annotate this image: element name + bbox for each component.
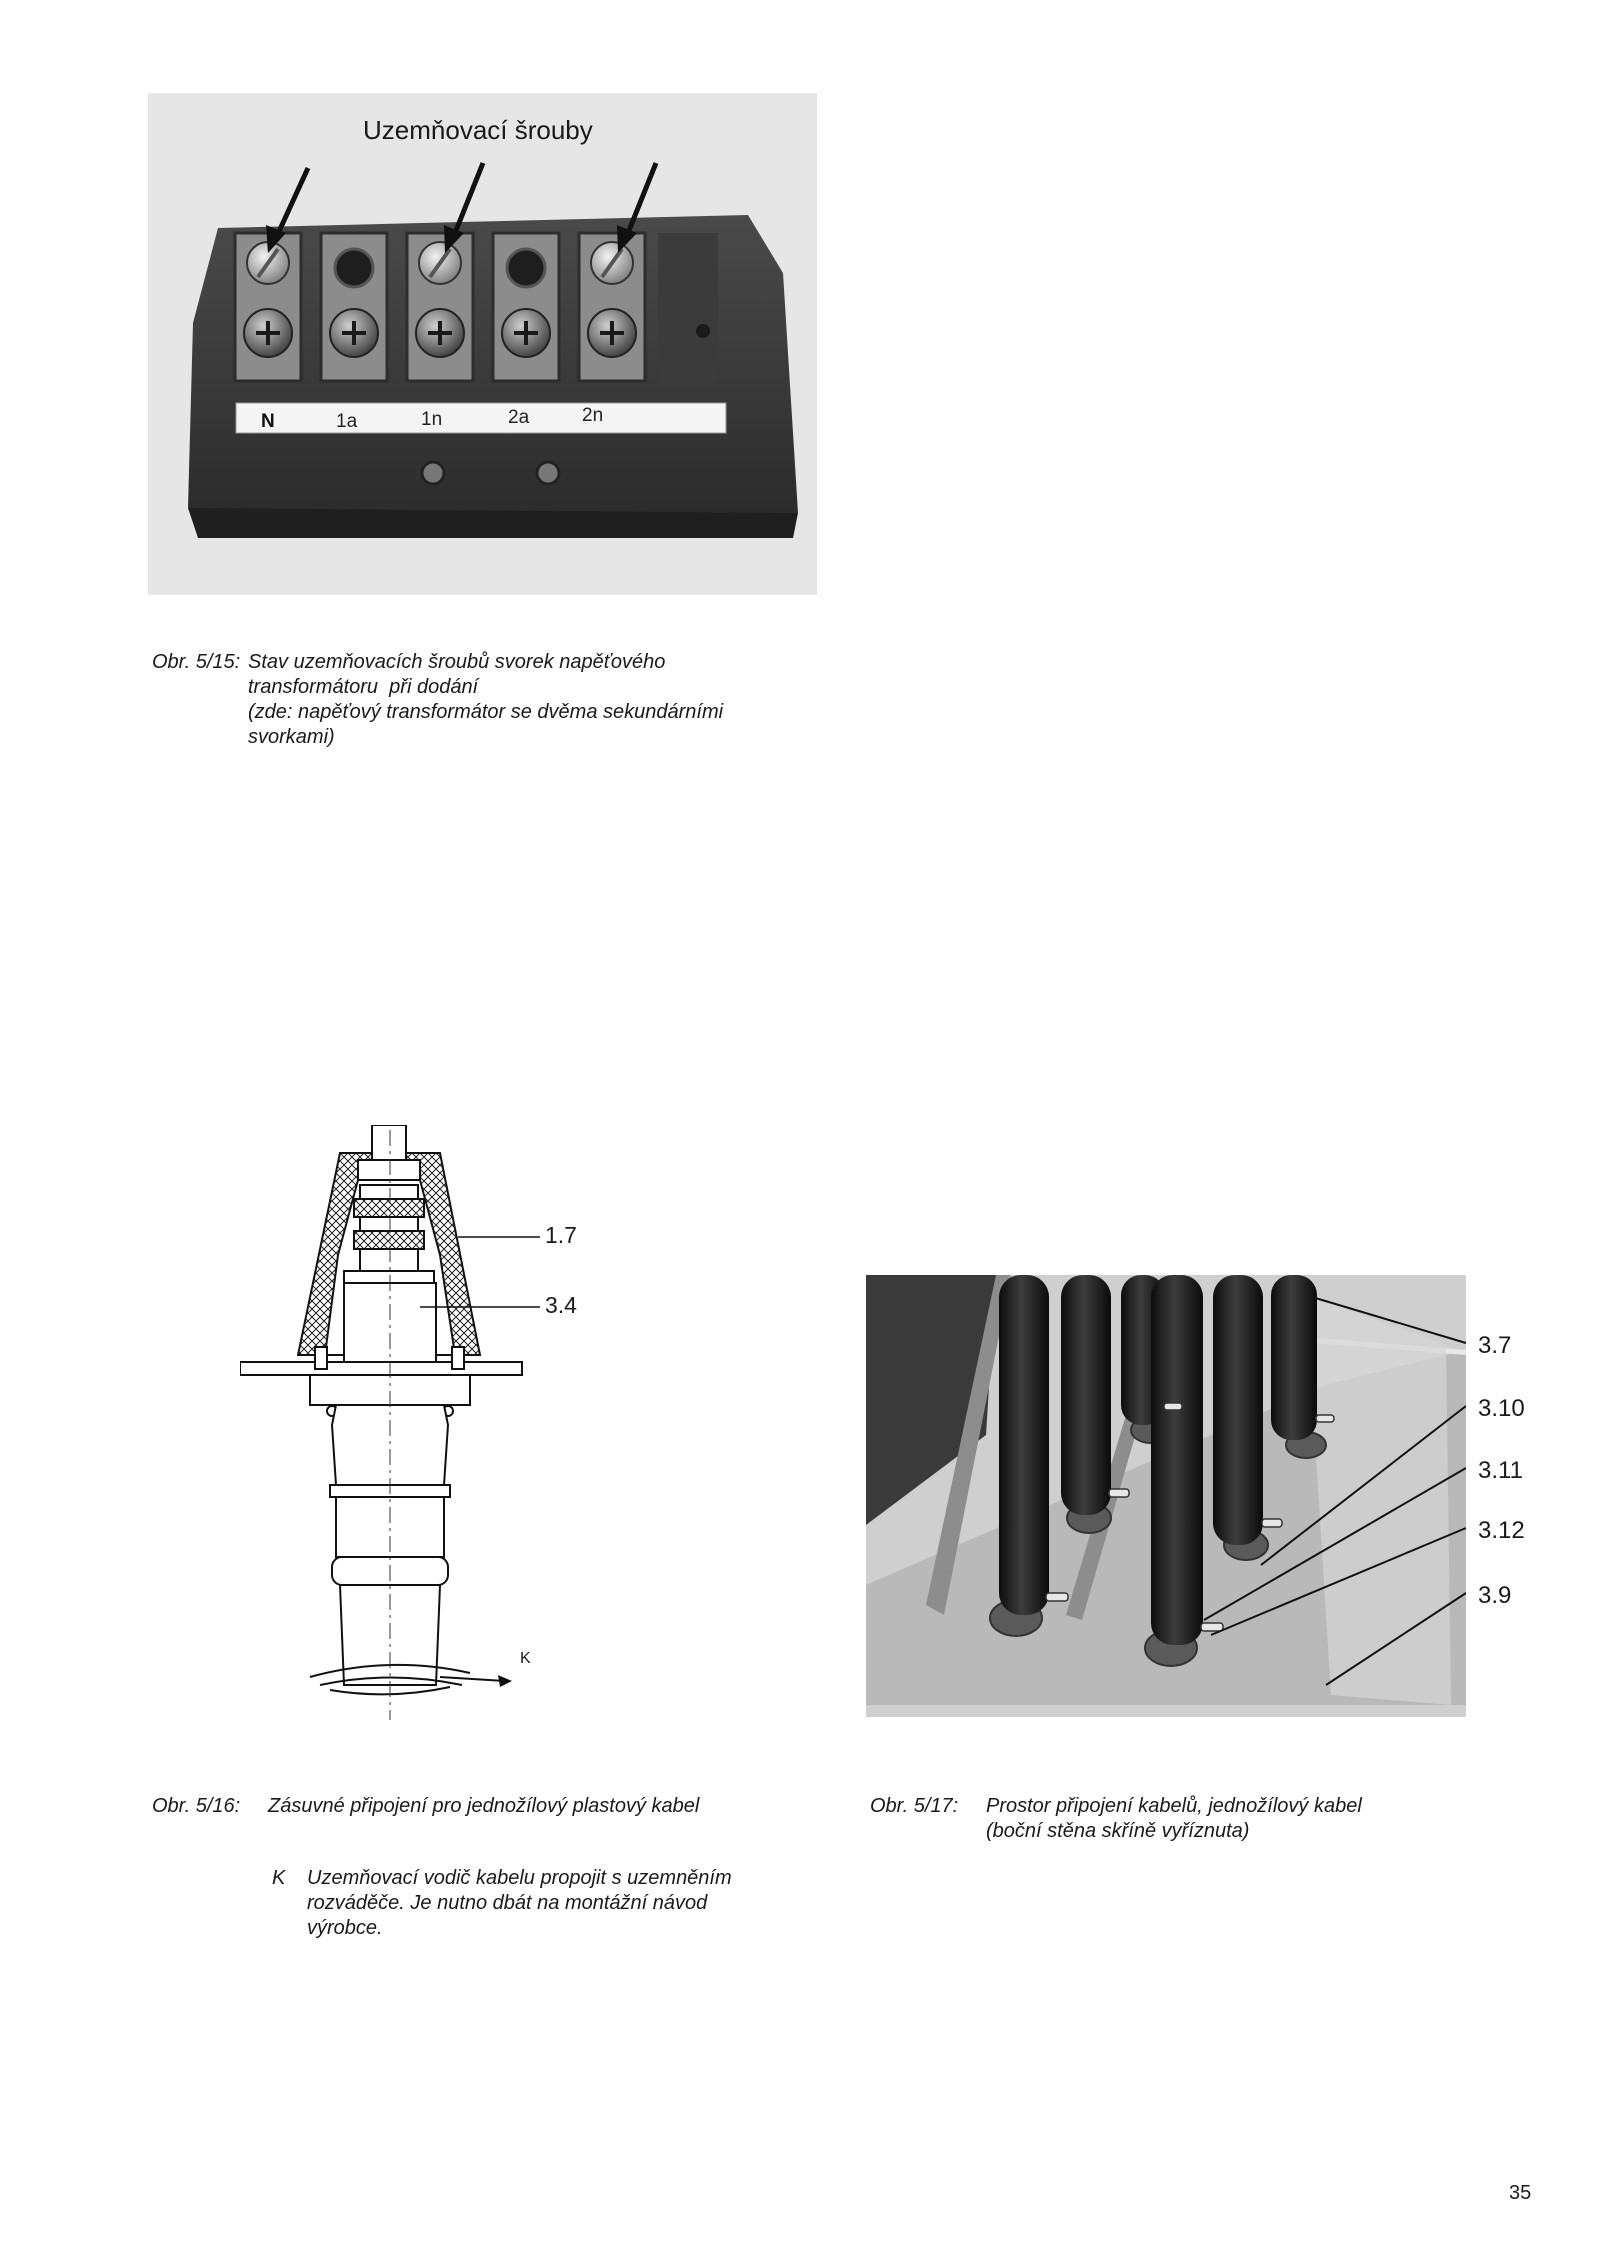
figure-17-caption-label: Obr. 5/17:: [870, 1795, 959, 1817]
callout-3-4: 3.4: [545, 1292, 577, 1318]
callout-3-12: 3.12: [1478, 1517, 1525, 1544]
callout-3-11: 3.11: [1478, 1457, 1523, 1484]
terminal-label-2n: 2n: [582, 405, 604, 426]
terminal-label-2a: 2a: [508, 407, 530, 428]
figure-15-photo: [148, 93, 817, 595]
figure-15-caption-line-1: Stav uzemňovacích šroubů svorek napěťového: [248, 651, 666, 673]
figure-16-caption-label: Obr. 5/16:: [152, 1795, 241, 1817]
figure-15-caption-line-2: transformátoru při dodání: [248, 676, 479, 698]
figure-16-caption-text: Zásuvné připojení pro jednožílový plastový kabel: [268, 1795, 700, 1817]
note-key: K: [272, 1867, 286, 1889]
figure-16-caption: [152, 1794, 802, 1822]
callout-1-7: 1.7: [545, 1222, 577, 1248]
figure-15-caption-line-4: svorkami): [248, 726, 335, 748]
callout-3-7: 3.7: [1478, 1332, 1512, 1359]
figure-16-drawing: [240, 1125, 620, 1725]
page-number: 35: [1509, 2182, 1532, 2204]
note-line-2: rozváděče. Je nutno dbát na montážní návod: [307, 1892, 708, 1914]
grounding-screws-label: Uzemňovací šrouby: [363, 115, 593, 145]
note-line-1: Uzemňovací vodič kabelu propojit s uzemněním: [307, 1867, 732, 1889]
figure-16-note: [272, 1866, 832, 1956]
callout-3-9: 3.9: [1478, 1582, 1512, 1609]
terminal-label-1a: 1a: [336, 411, 358, 432]
figure-15-caption-line-3: (zde: napěťový transformátor se dvěma sekundárními: [248, 701, 724, 723]
figure-17-caption-line-1: Prostor připojení kabelů, jednožílový kabel: [986, 1795, 1362, 1817]
note-line-3: výrobce.: [307, 1917, 383, 1939]
figure-17-caption-line-2: (boční stěna skříně vyříznuta): [986, 1820, 1250, 1842]
figure-15-caption: [152, 650, 802, 760]
terminal-label-n: N: [261, 411, 275, 432]
figure-17-caption: [870, 1794, 1530, 1849]
figure-17-photo: [866, 1275, 1540, 1717]
label-k: K: [520, 1650, 531, 1667]
terminal-label-1n: 1n: [421, 409, 443, 430]
figure-15-caption-label: Obr. 5/15:: [152, 651, 241, 673]
callout-3-10: 3.10: [1478, 1395, 1525, 1422]
